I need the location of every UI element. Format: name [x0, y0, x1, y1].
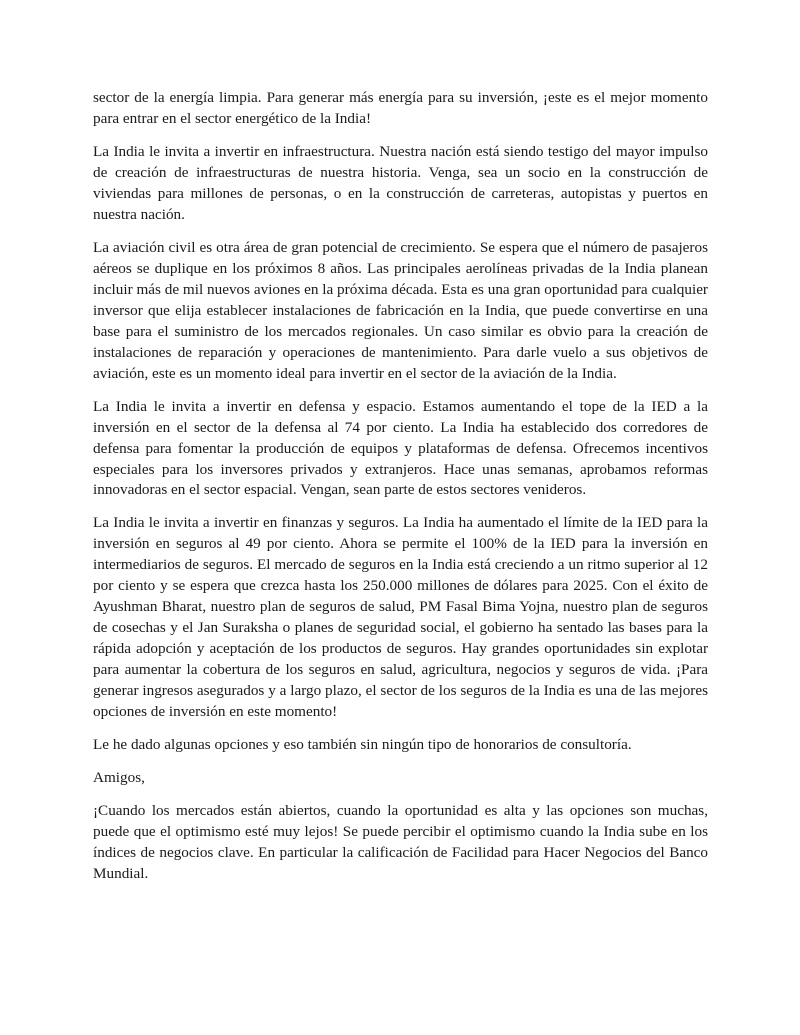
document-body — [93, 88, 708, 885]
paragraph: La India le invita a invertir en finanzas y seguros. La India ha aumentado el límite de la IED para la inversión en seguros al 49 por ciento. Ahora se permite el 100% de la IED para la inversión en intermediarios de seguros. El mercado de seguros en la India está creciendo a un ritmo superior al 12 por ciento y se espera que crezca hasta los 250.000 millones de dólares para 2025. Con el éxito de Ayushman Bharat, nuestro plan de seguros de salud, PM Fasal Bima Yojna, nuestro plan de seguros de cosechas y el Jan Suraksha o planes de seguridad social, el gobierno ha sentado las bases para la rápida adopción y aceptación de los productos de seguros. Hay grandes oportunidades sin explotar para aumentar la cobertura de los seguros en salud, agricultura, negocios y seguros de vida. ¡Para generar ingresos asegurados y a largo plazo, el sector de los seguros de la India es una de las mejores opciones de inversión en este momento! — [93, 514, 708, 721]
paragraph: La India le invita a invertir en infraestructura. Nuestra nación está siendo testigo del mayor impulso de creación de infraestructuras de nuestra historia. Venga, sea un socio en la construcción de viviendas para millones de personas, o en la construcción de carreteras, autopistas y puertos en nuestra nación. — [93, 142, 708, 223]
paragraph: Amigos, — [93, 769, 145, 787]
paragraph: ¡Cuando los mercados están abiertos, cuando la oportunidad es alta y las opciones son muchas, puede que el optimismo esté muy lejos! Se puede percibir el optimismo cuando la India sube en los índices de negocios clave. En particular la calificación de Facilidad para Hacer Negocios del Banco Mundial. — [93, 802, 708, 882]
paragraph: La India le invita a invertir en defensa y espacio. Estamos aumentando el tope de la IED a la inversión en el sector de la defensa al 74 por ciento. La India ha establecido dos corredores de defensa para fomentar la producción de equipos y plataformas de defensa. Ofrecemos incentivos especiales para los inversores privados y extranjeros. Hace unas semanas, aprobamos reformas innovadoras en el sector espacial. Vengan, sean parte de estos sectores venideros. — [93, 397, 708, 499]
paragraph: La aviación civil es otra área de gran potencial de crecimiento. Se espera que el número de pasajeros aéreos se duplique en los próximos 8 años. Las principales aerolíneas privadas de la India planean incluir más de mil nuevos aviones en la próxima década. Esta es una gran oportunidad para cualquier inversor que elija establecer instalaciones de fabricación en la India, que puede convertirse en una base para el suministro de los mercados regionales. Un caso similar es obvio para la creación de instalaciones de reparación y operaciones de mantenimiento. Para darle vuelo a sus objetivos de aviación, este es un momento ideal para invertir en el sector de la aviación de la India. — [93, 238, 708, 382]
paragraph: Le he dado algunas opciones y eso también sin ningún tipo de honorarios de consultoría. — [93, 736, 632, 754]
paragraph: sector de la energía limpia. Para generar más energía para su inversión, ¡este es el mejor momento para entrar en el sector energético de la India! — [93, 89, 708, 127]
